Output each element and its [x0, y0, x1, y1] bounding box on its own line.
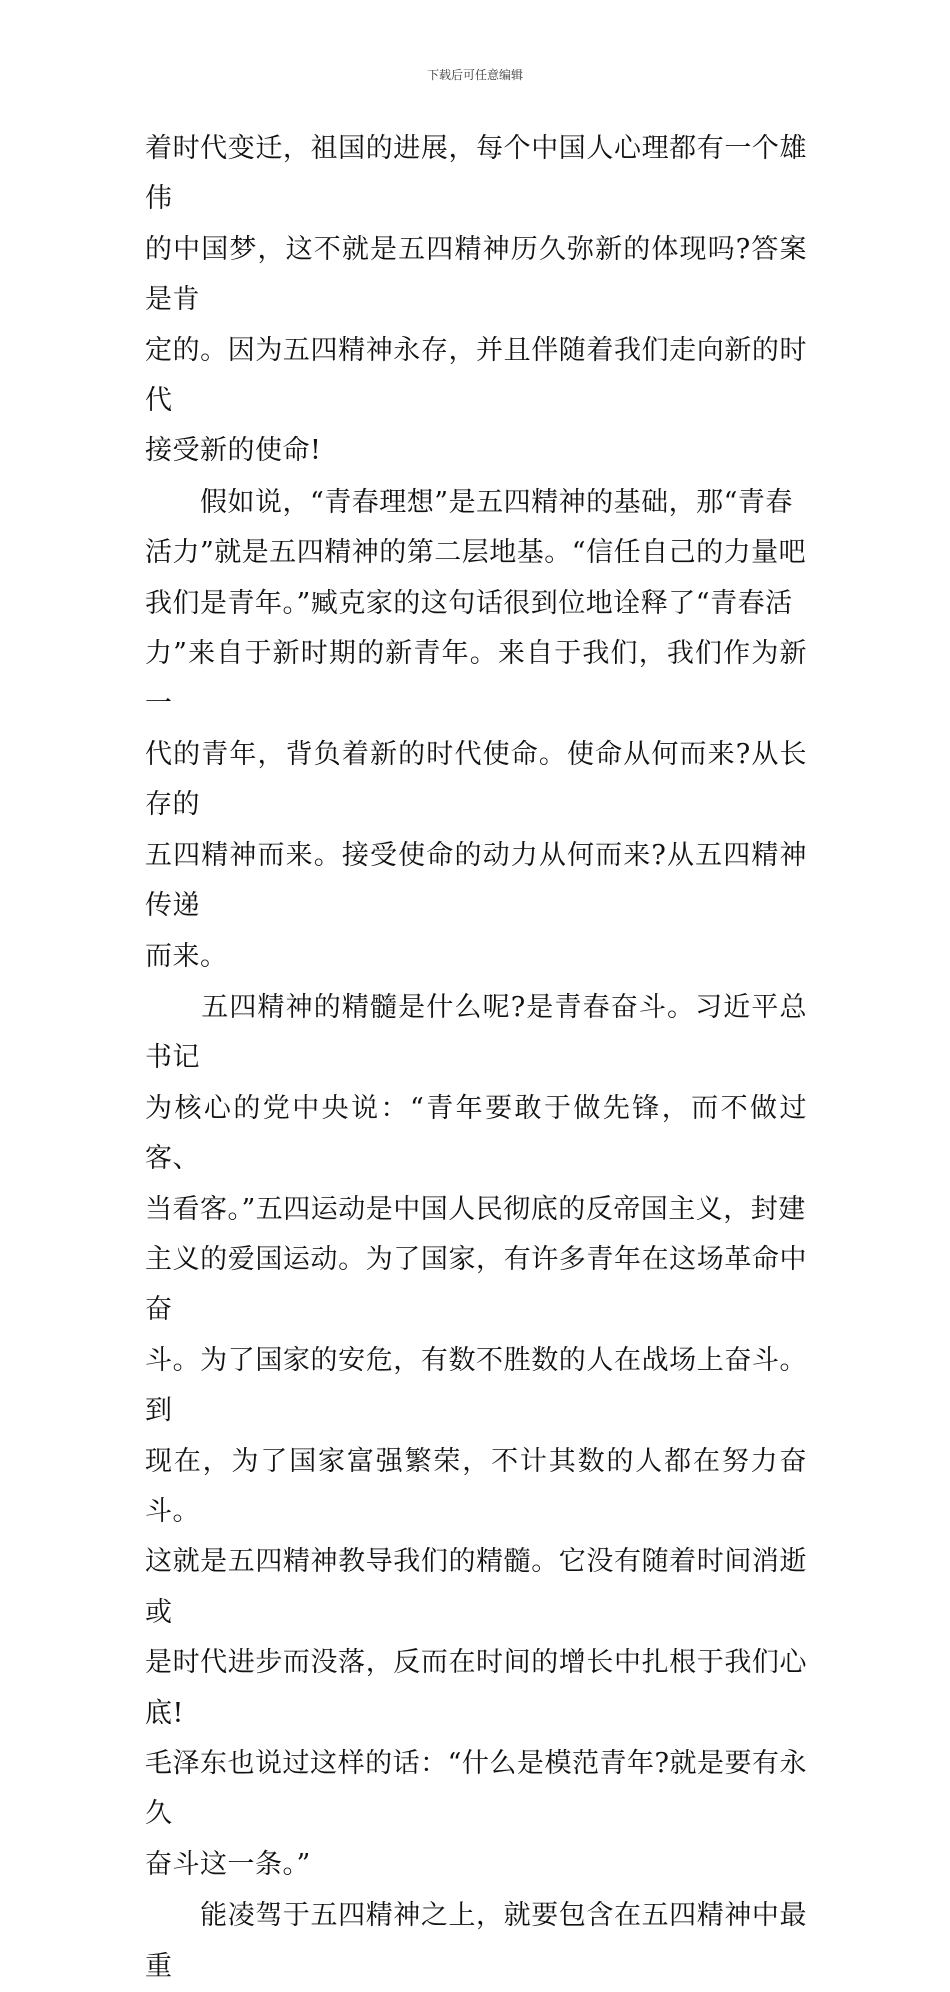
paragraph: 能凌驾于五四精神之上，就要包含在五四精神中最重 — [145, 1900, 807, 1982]
paragraph: 假如说，“青春理想”是五四精神的基础，那“青春 活力”就是五四精神的第二层地基。“信任自己的力量吧 我们是青年。”臧克家的这句话很到位地诠释了“青春活 力”来自于新时期的新青年。来自于我们，我们作为新一 代的青年，背负着新的时代使命。使命从何而来?从长存的 五四精神而来。接受使命的动力从何而来?从五四精神传递 而来。 — [145, 486, 807, 972]
page-header: 下载后可任意编辑 — [426, 68, 523, 82]
document-body — [145, 124, 807, 1992]
paragraph: 五四精神的精髓是什么呢?是青春奋斗。习近平总书记 为核心的党中央说：“青年要敢于做先锋，而不做过客、 当看客。”五四运动是中国人民彻底的反帝国主义，封建 主义的爱国运动。为了国家，有许多青年在这场革命中奋 斗。为了国家的安危，有数不胜数的人在战场上奋斗。到 现在，为了国家富强繁荣，不计其数的人都在努力奋斗。 这就是五四精神教导我们的精髓。它没有随着时间消逝或 是时代进步而没落，反而在时间的增长中扎根于我们心底! 毛泽东也说过这样的话：“什么是模范青年?就是要有永久 奋斗这一条。” — [145, 991, 807, 1880]
paragraph: 着时代变迁，祖国的进展，每个中国人心理都有一个雄伟 的中国梦，这不就是五四精神历久弥新的体现吗?答案是肯 定的。因为五四精神永存，并且伴随着我们走向新的时代 接受新的使命! — [145, 133, 807, 467]
